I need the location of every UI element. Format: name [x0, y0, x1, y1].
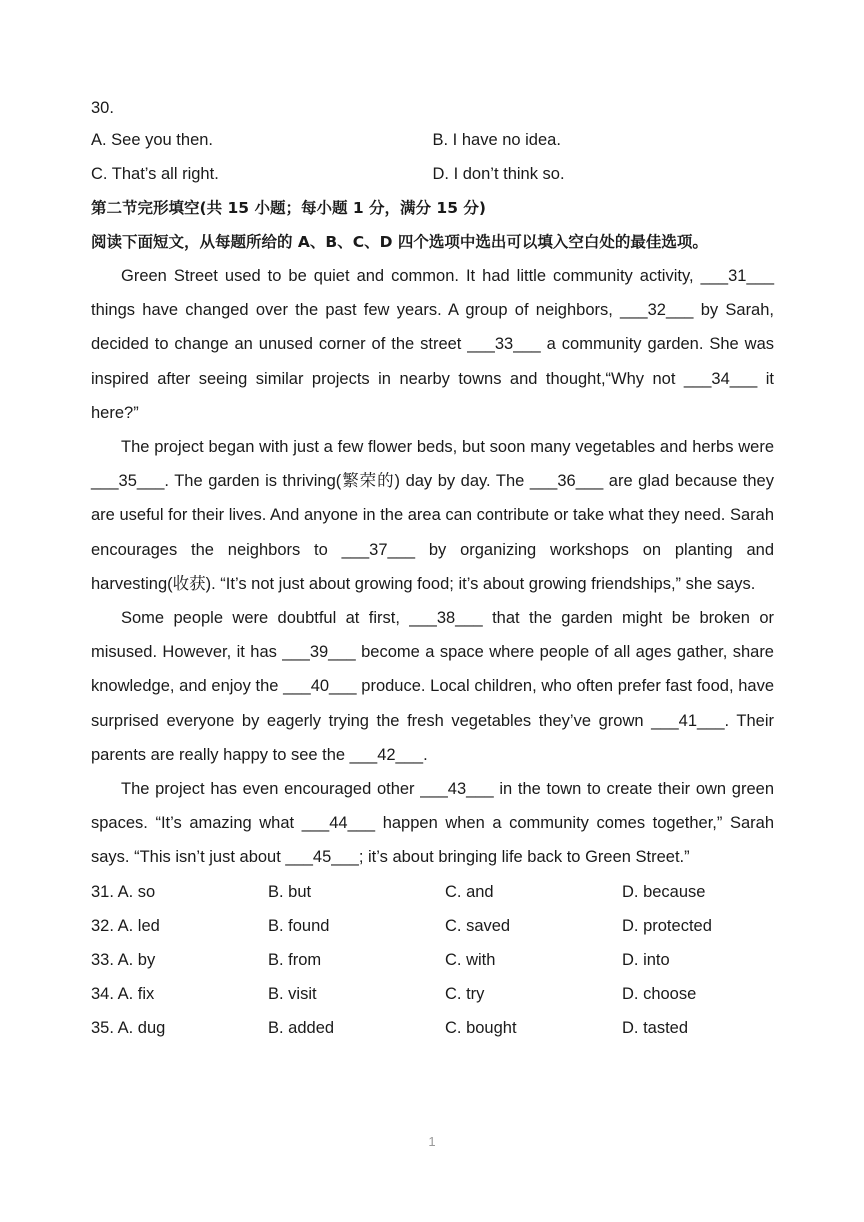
option-b: B. I have no idea.	[432, 131, 561, 149]
choice-34-b: B. visit	[268, 984, 317, 1003]
choice-35-a: 35. A. dug	[91, 1018, 166, 1037]
choice-34-c: C. try	[445, 984, 485, 1003]
choice-31-a: 31. A. so	[91, 882, 156, 901]
option-d: D. I don’t think so.	[432, 165, 565, 183]
choice-35-c: C. bought	[445, 1018, 517, 1037]
choice-33-a: 33. A. by	[91, 950, 156, 969]
choice-32-b: B. found	[268, 916, 330, 935]
choice-31-d: D. because	[622, 882, 706, 901]
choice-33-d: D. into	[622, 950, 670, 969]
option-c: C. That’s all right.	[91, 165, 219, 183]
passage-paragraph-3: Some people were doubtful at first, ___38___ that the garden might be broken or misused. However, it has ___39___ become a space where people of all ages gather, share knowledge, and enjoy the ___40___ produce. Local children, who often prefer fast food, have surprised everyone by eagerly trying the fresh vegetables they’ve grown ___41___. Their parents are really happy to see the ___42___.	[91, 609, 774, 764]
option-a: A. See you then.	[91, 131, 214, 149]
choice-32-a: 32. A. led	[91, 916, 160, 935]
choice-34-d: D. choose	[622, 984, 697, 1003]
choice-32-d: D. protected	[622, 916, 712, 935]
choice-33-c: C. with	[445, 950, 496, 969]
choice-row-32	[91, 909, 774, 943]
section-instruction: 阅读下面短文，从每题所给的 A、B、C、D 四个选项中选出可以填入空白处的最佳选项。	[91, 233, 708, 251]
section-title: 第二节完形填空(共 15 小题；每小题 1 分，满分 15 分)	[91, 199, 486, 217]
choice-row-31	[91, 875, 774, 909]
choice-32-c: C. saved	[445, 916, 511, 935]
question-30-options-row-2	[91, 157, 774, 191]
choice-33-b: B. from	[268, 950, 322, 969]
choice-row-35	[91, 1011, 774, 1045]
choice-row-34	[91, 977, 774, 1011]
passage-paragraph-4: The project has even encouraged other ___43___ in the town to create their own green spaces. “It’s amazing what ___44___ happen when a community comes together,” Sarah says. “This isn’t just about ___45___; it’s about bringing life back to Green Street.”	[91, 780, 774, 867]
document-page	[91, 93, 774, 1045]
question-30-number: 30.	[91, 99, 114, 117]
choice-35-d: D. tasted	[622, 1018, 689, 1037]
choice-31-c: C. and	[445, 882, 494, 901]
choice-row-33	[91, 943, 774, 977]
passage-paragraph-1: Green Street used to be quiet and common. It had little community activity, ___31___ things have changed over the past few years. A group of neighbors, ___32___ by Sarah, decided to change an unused corner of the street ___33___ a community garden. She was inspired after seeing similar projects in nearby towns and thought,“Why not ___34___ it here?”	[91, 267, 774, 422]
page-number: 1	[428, 1134, 436, 1149]
choice-34-a: 34. A. fix	[91, 984, 155, 1003]
choice-35-b: B. added	[268, 1018, 335, 1037]
choice-31-b: B. but	[268, 882, 312, 901]
question-30-options-row-1	[91, 123, 774, 157]
passage-paragraph-2: The project began with just a few flower beds, but soon many vegetables and herbs were ___35___. The garden is thriving(繁荣的) day by day. The ___36___ are glad because they are useful for their lives. And anyone in the area can contribute or take what they need. Sarah encourages the neighbors to ___37___ by organizing workshops on planting and harvesting(收获). “It’s not just about growing food; it’s about growing friendships,” she says.	[91, 438, 774, 593]
